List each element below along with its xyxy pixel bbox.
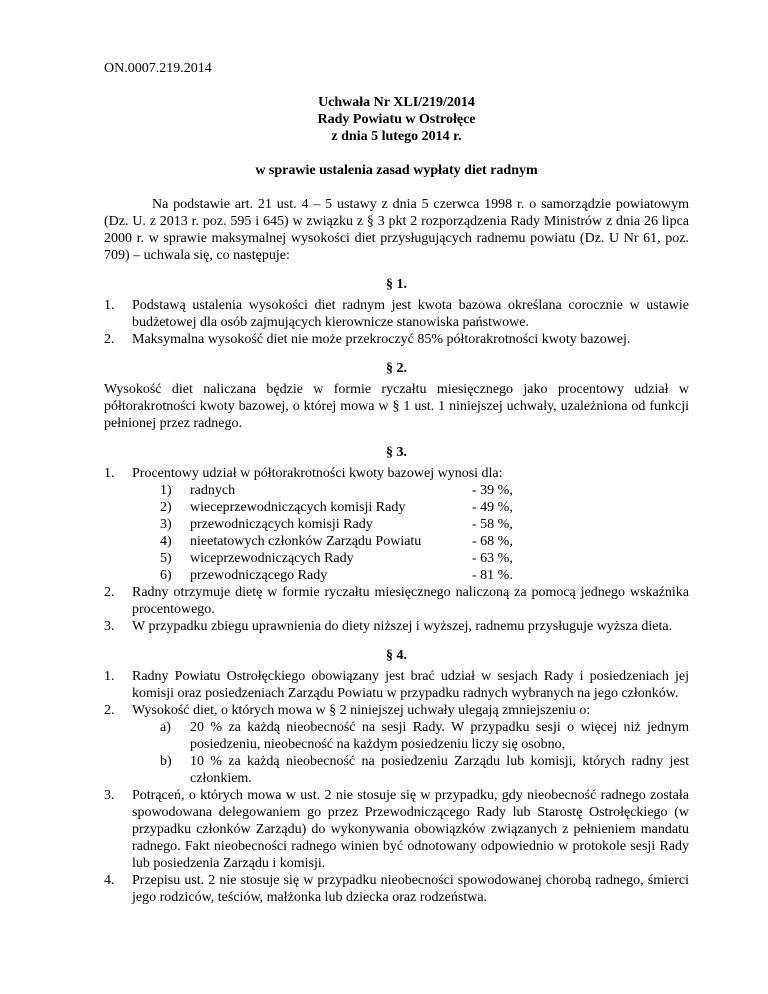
list-item [104,584,689,618]
sub-item-text: 20 % za każdą nieobecność na sesji Rady. W przypadku sesji o więcej niż jednym posiedzeniu, nieobecność na każdym posiedzeniu liczy się osobno, [190,720,689,752]
rate-label: przewodniczącego Rady [190,568,328,583]
section-2 [104,360,689,432]
title-line-2: Rady Powiatu w Ostrołęce [317,112,476,127]
list-item [104,618,689,635]
section-1-heading: § 1. [386,277,407,292]
title-line-3: z dnia 5 lutego 2014 r. [331,129,462,144]
item-text: Przepisu ust. 2 nie stosuje się w przypadku nieobecności spowodowanej chorobą radnego, śmierci jego rodziców, teściów, małżonka lub dziecka oraz rodzeństwa. [132,873,689,905]
rate-row [160,499,689,516]
rate-value: - 63 %, [472,551,513,566]
title-line-1: Uchwała Nr XLI/219/2014 [318,95,475,110]
section-2-paragraph: Wysokość diet naliczana będzie w formie ryczałtu miesięcznego jako procentowy udział w półtorakrotności kwoty bazowej, o której mowa w § 1 ust. 1 niniejszej uchwały, uzależniona od funkcji pełnionej przez radnego. [104,382,689,431]
rate-number: 3) [160,517,172,532]
item-text: Maksymalna wysokość diet nie może przekroczyć 85% półtorakrotności kwoty bazowej. [132,332,631,347]
rate-label: wiceprzewodniczących Rady [190,551,354,566]
rate-number: 4) [160,534,172,549]
section-1 [104,276,689,348]
rate-value: - 81 %. [472,568,513,583]
rate-row [160,533,689,550]
item-number: 4. [104,873,115,888]
list-item [104,668,689,702]
rate-row [160,550,689,567]
sub-item-letter: b) [160,754,172,769]
item-text: Radny Powiatu Ostrołęckiego obowiązany jest brać udział w sesjach Rady i posiedzeniach jej komisji oraz posiedzeniach Zarządu Powiatu w przypadku radnych wybranych na jego członków. [132,669,689,701]
item-text: Potrąceń, o których mowa w ust. 2 nie stosuje się w przypadku, gdy nieobecność radnego została spowodowana delegowaniem go przez Przewodniczącego Rady lub Starostę Ostrołęckiego (w przypadku członków Zarządu) do wykonywania obowiązków związanych z pełnieniem mandatu radnego. Fakt nieobecności radnego winien być odnotowany odpowiednio w protokole sesji Rady lub posiedzenia Zarządu i komisji. [132,788,689,871]
rate-label: przewodniczących komisji Rady [190,517,373,532]
rate-number: 2) [160,500,172,515]
item-number: 3. [104,788,115,803]
list-item [104,465,689,482]
item-text: Procentowy udział w półtorakrotności kwoty bazowej wynosi dla: [132,466,503,481]
sub-item [160,719,689,753]
section-3 [104,444,689,635]
item-number: 2. [104,585,115,600]
rate-number: 5) [160,551,172,566]
item-number: 2. [104,332,115,347]
document-reference: ON.0007.219.2014 [104,61,212,76]
section-2-heading: § 2. [386,361,407,376]
document-title-block [104,94,689,145]
rate-value: - 39 %, [472,483,513,498]
list-item [104,297,689,331]
item-number: 1. [104,298,115,313]
item-body [132,702,689,787]
list-item [104,787,689,872]
rate-row [160,516,689,533]
item-number: 1. [104,669,115,684]
preamble-paragraph: Na podstawie art. 21 ust. 4 – 5 ustawy z dnia 5 czerwca 1998 r. o samorządzie powiatowym (Dz. U. z 2013 r. poz. 595 i 645) w związku z § 3 pkt 2 rozporządzenia Rady Ministrów z dnia 26 lipca 2000 r. w sprawie maksymalnej wysokości diet przysługujących radnemu powiatu (Dz. U Nr 61, poz. 709) – uchwala się, co następuje: [104,197,689,263]
rates-list [160,482,689,584]
document-subject: w sprawie ustalenia zasad wypłaty diet radnym [255,163,538,178]
item-text: W przypadku zbiegu uprawnienia do diety niższej i wyższej, radnemu przysługuje wyższa dieta. [132,619,673,634]
section-4-heading: § 4. [386,648,407,663]
item-text: Wysokość diet, o których mowa w § 2 niniejszej uchwały ulegają zmniejszeniu o: [132,703,591,718]
rate-value: - 58 %, [472,517,513,532]
list-item [104,702,689,787]
sub-item [160,753,689,787]
rate-value: - 49 %, [472,500,513,515]
rate-number: 6) [160,568,172,583]
rate-label: radnych [190,483,236,498]
section-4 [104,647,689,906]
rate-label: wieceprzewodniczących komisji Rady [190,500,406,515]
list-item [104,872,689,906]
sub-item-letter: a) [160,720,171,735]
rate-label: nieetatowych członków Zarządu Powiatu [190,534,422,549]
item-text: Radny otrzymuje dietę w formie ryczałtu miesięcznego naliczoną za pomocą jednego wskaźnika procentowego. [132,585,689,617]
section-3-heading: § 3. [386,445,407,460]
item-number: 3. [104,619,115,634]
sub-item-text: 10 % za każdą nieobecność na posiedzeniu Zarządu lub komisji, których radny jest członkiem. [190,754,689,786]
rate-row [160,567,689,584]
rate-number: 1) [160,483,172,498]
list-item [104,331,689,348]
rate-row [160,482,689,499]
rate-value: - 68 %, [472,534,513,549]
item-text: Podstawą ustalenia wysokości diet radnym jest kwota bazowa określana corocznie w ustawie budżetowej dla osób zajmujących kierownicze stanowiska państwowe. [132,298,689,330]
item-number: 2. [104,703,115,718]
item-number: 1. [104,466,115,481]
